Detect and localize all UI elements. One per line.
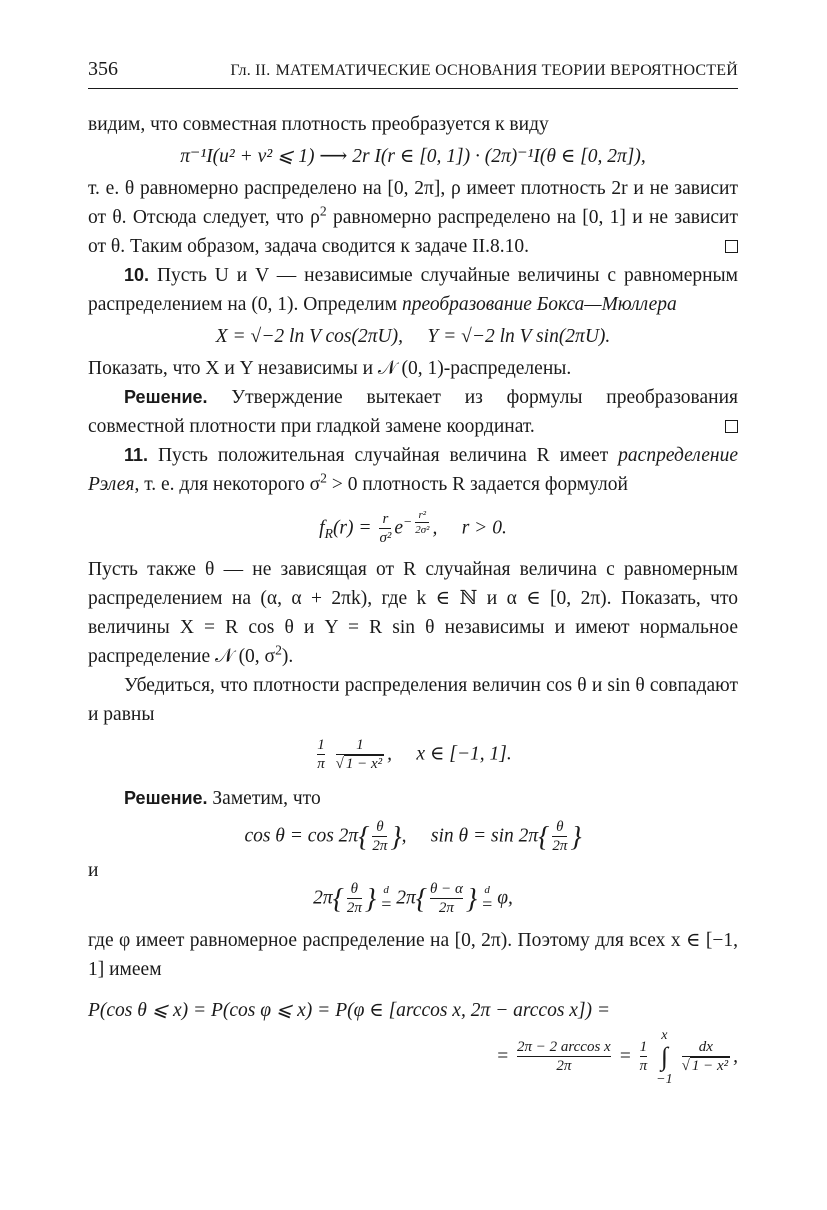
formula-cdf-line1: P(cos θ ⩽ x) = P(cos φ ⩽ x) = P(φ ∈ [arccos x, 2π − arccos x]) = bbox=[88, 999, 611, 1021]
paragraph-phi-uniform: где φ имеет равномерное распределение на [0, 2π). Поэтому для всех x ∈ [−1, 1] имеем bbox=[88, 929, 738, 980]
formula-box-muller: X = √−2 ln V cos(2πU), Y = √−2 ln V sin(2πU). bbox=[215, 326, 611, 347]
solution-11: Решение. Заметим, что bbox=[124, 787, 321, 809]
paragraph-show-10: Показать, что X и Y независимы и 𝒩 (0, 1)-распределены. bbox=[88, 358, 572, 379]
solution-label: Решение. bbox=[124, 787, 208, 808]
box-muller-term: преобразование Бокса—Мюллера bbox=[401, 294, 677, 315]
paragraph-intro: видим, что совместная плотность преобразуется к виду bbox=[88, 114, 549, 135]
formula-equal-in-distribution: 2π{ $\frac{\theta}{2\pi}$ } d = 2π{ $\frac{\theta - \alpha}{2\pi}$ } d = φ, bbox=[313, 881, 513, 917]
problem-10: 10. Пусть U и V — независимые случайные величины с равномерным распределением на (0, 1). Определим преобразование Бокса—Мюллера bbox=[88, 265, 738, 315]
problem-11-number: 11. bbox=[124, 445, 149, 465]
chapter-title-text: МАТЕМАТИЧЕСКИЕ ОСНОВАНИЯ ТЕОРИИ ВЕРОЯТНОСТЕЙ bbox=[275, 62, 738, 79]
paragraph-check-density: Убедиться, что плотности распределения величин cos θ и sin θ совпадают и равны bbox=[88, 675, 738, 726]
formula-arcsine-density: $\frac{1}{\pi}$ $\frac{1}{\text{√ 1 − x²}}$ , x ∈ [−1, 1]. bbox=[317, 737, 512, 773]
problem-11: 11. Пусть положительная случайная величина R имеет распределение Рэлея, т. е. для некоторого $\sigma^2 > 0$ плотность R задается формулой bbox=[88, 445, 738, 495]
paragraph-uniform-theta: т. е. θ равномерно распределено на [0, 2π], ρ имеет плотность 2r и не зависит от θ. Отсюда следует, что $\rho^2$ равномерно распределено на [0, 1] и не зависит от θ. Таким образом, задача сводится к задаче II.8.10. bbox=[88, 178, 738, 257]
qed-icon bbox=[725, 420, 738, 433]
formula-cos-sin-identity: cos θ = cos 2π{ $\frac{\theta}{2\pi}$ }, sin θ = sin 2π{ $\frac{\theta}{2\pi}$ } bbox=[244, 818, 582, 854]
formula-density-transform: π⁻¹I(u² + v² ⩽ 1) ⟶ 2r I(r ∈ [0, 1]) · (2π)⁻¹I(θ ∈ [0, 2π]), bbox=[180, 146, 646, 167]
chapter-title bbox=[230, 58, 738, 81]
chapter-prefix: Гл. II. bbox=[230, 62, 271, 79]
page-number: 356 bbox=[88, 58, 118, 80]
formula-cdf-line2: = $\frac{\text{2π − 2 arccos x}}{2\pi}$ = $\frac{1}{\pi}$ x ∫ −1 $\frac{dx}{\text{√ 1 − x²}}$ , bbox=[495, 1027, 738, 1087]
solution-10: Решение. Утверждение вытекает из формулы преобразования совместной плотности при гладкой замене координат. bbox=[88, 387, 738, 437]
page-content bbox=[88, 110, 738, 1090]
paragraph-theta-uniform: Пусть также θ — не зависящая от R случайная величина с равномерным распределением на (α, α + 2πk), где k ∈ ℕ и α ∈ [0, 2π). Показать, что величины X = R cos θ и Y = R sin θ независимы и имеют нормальное распределение 𝒩 (0, $\sigma^2$). bbox=[88, 559, 738, 668]
qed-icon bbox=[725, 240, 738, 253]
word-and: и bbox=[88, 860, 99, 882]
rayleigh-term: распределение Рэлея bbox=[88, 445, 738, 495]
solution-label: Решение. bbox=[124, 387, 208, 407]
problem-10-number: 10. bbox=[124, 265, 150, 285]
running-header bbox=[88, 56, 738, 89]
formula-rayleigh-density: $f_R(r)$ = $\frac{r}{\text{σ²}}$ $e^{- \frac{\text{r²}}{\text{2σ²}}}$ , r > 0. bbox=[319, 509, 507, 546]
